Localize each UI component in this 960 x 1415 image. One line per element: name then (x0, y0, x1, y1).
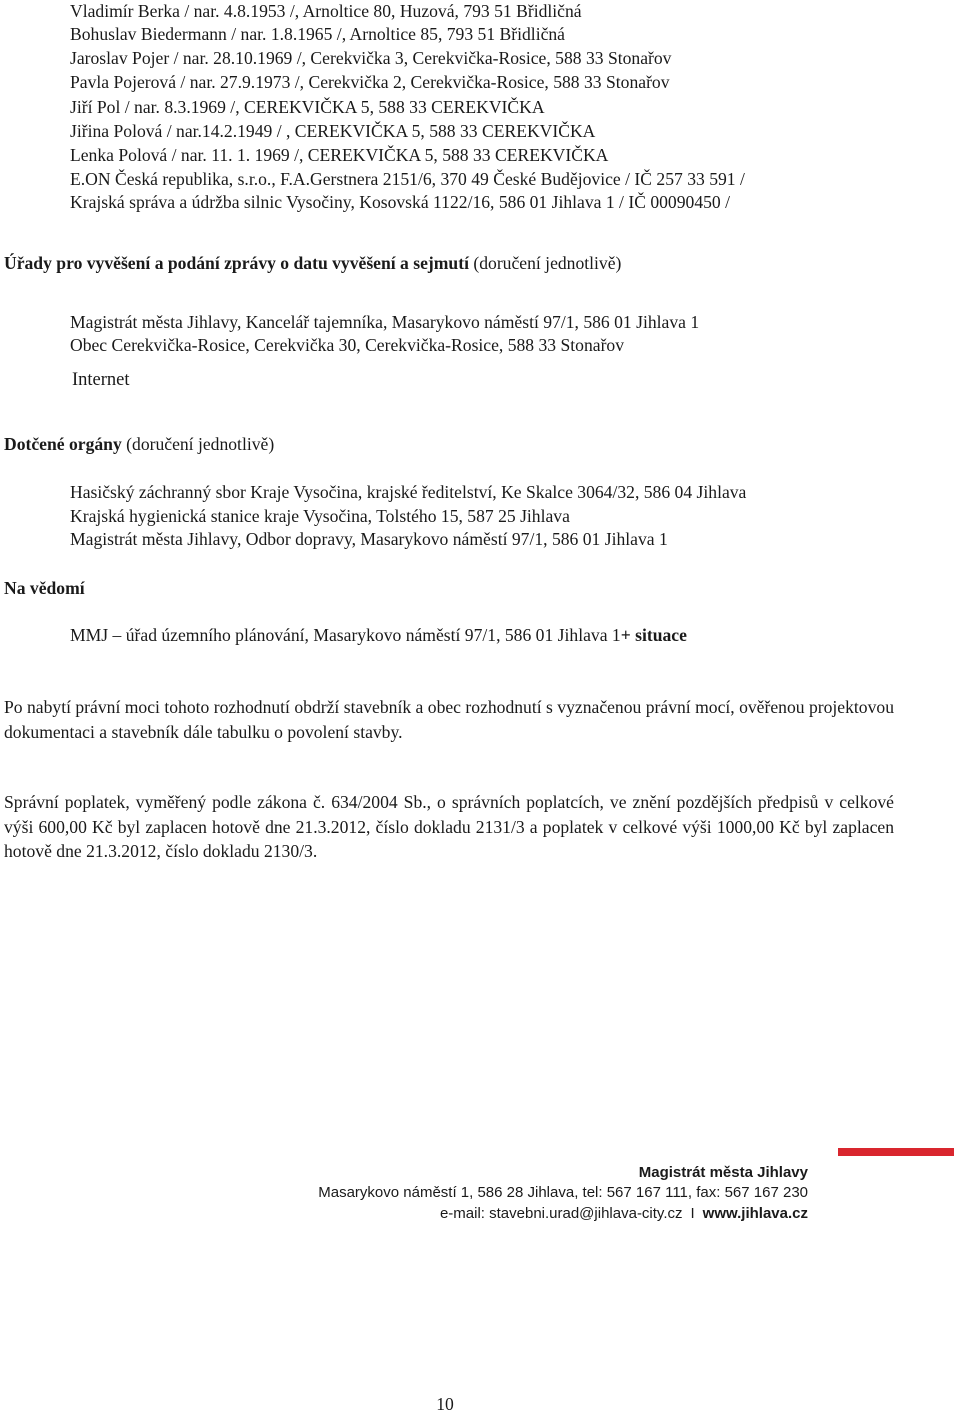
authority-item: Magistrát města Jihlavy, Odbor dopravy, Masarykovo náměstí 97/1, 586 01 Jihlava 1 (70, 529, 668, 549)
footer-accent-bar (838, 1148, 954, 1156)
offices-heading-title: Úřady pro vyvěšení a podání zprávy o datu vyvěšení a sejmutí (4, 253, 469, 273)
party-line: E.ON Česká republika, s.r.o., F.A.Gerstnera 2151/6, 370 49 České Budějovice / IČ 257 33 591 / (70, 169, 745, 189)
for-info-item-attachment: + situace (620, 625, 687, 645)
footer-email: e-mail: stavebni.urad@jihlava-city.cz (439, 1205, 683, 1222)
party-line: Jiřina Polová / nar.14.2.1949 / , CEREKVIČKA 5, 588 33 CEREKVIČKA (70, 121, 596, 141)
authority-item: Krajská hygienická stanice kraje Vysočina, Tolstého 15, 587 25 Jihlava (70, 506, 570, 526)
party-line: Vladimír Berka / nar. 4.8.1953 /, Arnoltice 80, Huzová, 793 51 Břidličná (70, 1, 582, 21)
offices-heading (4, 252, 621, 274)
paragraph-legal-effect: Po nabytí právní moci tohoto rozhodnutí obdrží stavebník a obec rozhodnutí s vyznačenou právní mocí, ověřenou projektovou dokumentaci a stavebník dále tabulku o povolení stavby. (4, 697, 894, 742)
for-info-item (70, 624, 687, 646)
for-info-item-text: MMJ – úřad územního plánování, Masarykovo náměstí 97/1, 586 01 Jihlava 1 (70, 625, 621, 645)
footer-contact (440, 1204, 808, 1224)
office-item: Obec Cerekvička-Rosice, Cerekvička 30, Cerekvička-Rosice, 588 33 Stonařov (70, 335, 625, 355)
party-line: Jaroslav Pojer / nar. 28.10.1969 /, Cerekvička 3, Cerekvička-Rosice, 588 33 Stonařov (70, 48, 672, 68)
authority-item: Hasičský záchranný sbor Kraje Vysočina, krajské ředitelství, Ke Skalce 3064/32, 586 04 Jihlava (70, 482, 747, 502)
authorities-heading-note: (doručení jednotlivě) (121, 434, 275, 454)
paragraph-fee: Správní poplatek, vyměřený podle zákona č. 634/2004 Sb., o správních poplatcích, ve znění pozdějších předpisů v celkové výši 600,00 Kč byl zaplacen hotově dne 21.3.2012, číslo dokladu 2131/3 a poplatek v celkové výši 1000,00 Kč byl zaplacen hotově dne 21.3.2012, číslo dokladu 2130/3. (4, 792, 894, 861)
party-line: Jiří Pol / nar. 8.3.1969 /, CEREKVIČKA 5, 588 33 CEREKVIČKA (70, 97, 545, 117)
page-number: 10 (436, 1394, 454, 1414)
footer-address: Masarykovo náměstí 1, 586 28 Jihlava, tel: 567 167 111, fax: 567 167 230 (318, 1184, 808, 1201)
for-info-heading: Na vědomí (4, 578, 85, 598)
party-line: Lenka Polová / nar. 11. 1. 1969 /, CEREKVIČKA 5, 588 33 CEREKVIČKA (70, 145, 609, 165)
party-line: Bohuslav Biedermann / nar. 1.8.1965 /, Arnoltice 85, 793 51 Břidličná (70, 24, 565, 44)
party-line: Krajská správa a údržba silnic Vysočiny, Kosovská 1122/16, 586 01 Jihlava 1 / IČ 00090450 / (70, 192, 730, 212)
footer-web-link[interactable]: www.jihlava.cz (702, 1205, 808, 1222)
party-line: Pavla Pojerová / nar. 27.9.1973 /, Cerekvička 2, Cerekvička-Rosice, 588 33 Stonařov (70, 72, 670, 92)
internet-label: Internet (72, 370, 130, 390)
footer-office-name: Magistrát města Jihlavy (638, 1164, 808, 1181)
authorities-heading (4, 433, 274, 455)
footer-separator: I (690, 1205, 695, 1222)
offices-heading-note: (doručení jednotlivě) (468, 253, 622, 273)
office-item: Magistrát města Jihlavy, Kancelář tajemníka, Masarykovo náměstí 97/1, 586 01 Jihlava 1 (70, 312, 700, 332)
authorities-heading-title: Dotčené orgány (4, 434, 122, 454)
